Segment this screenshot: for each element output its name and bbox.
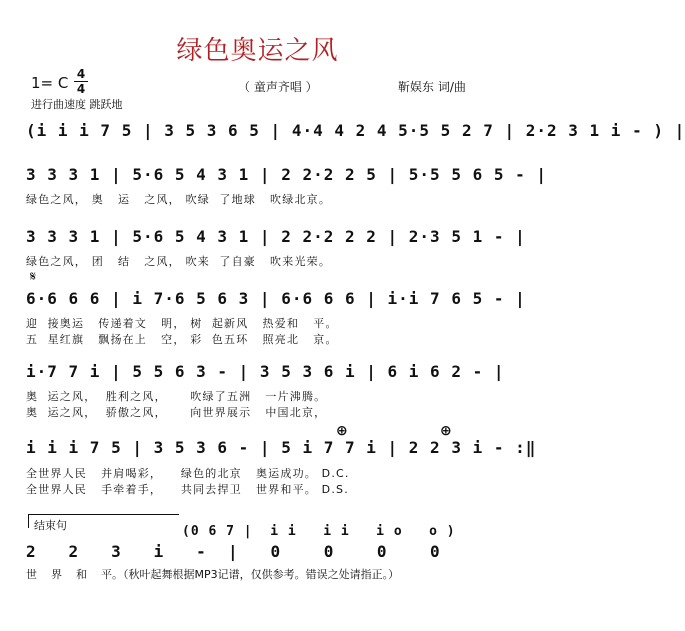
ending-prefix: (0 6 7 | i i i i i o o ) xyxy=(182,524,456,539)
song-title: 绿色奥运之风 xyxy=(176,36,339,66)
notation-row-4: 6·6 6 6 | i 7·6 5 6 3 | 6·6 6 6 | i·i 7 6 5 - | xyxy=(26,289,526,308)
coda-icon: ⊕ xyxy=(336,423,348,439)
segno-icon: 𝄋 xyxy=(30,269,37,285)
coda-icon: ⊕ xyxy=(440,423,452,439)
ending-lyric-and-note: 世 界 和 平。（秋叶起舞根据MP3记谱，仅供参考。错误之处请指正。） xyxy=(26,568,400,581)
lyric-row-4b: 五 星红旗 飘扬在上 空， 彩 色五环 照亮北 京。 xyxy=(26,333,338,346)
performer-label: （ 童声齐唱 ） xyxy=(238,80,318,94)
tempo-marking: 进行曲速度 跳跃地 xyxy=(31,98,123,111)
lyric-row-3: 绿色之风， 团 结 之风， 吹来 了自豪 吹来光荣。 xyxy=(26,255,332,268)
notation-row-1: (i i i 7 5 | 3 5 3 6 5 | 4·4 4 2 4 5·5 5 2 7 | 2·2 3 1 i - ) | xyxy=(26,121,685,140)
notation-row-3: 3 3 3 1 | 5·6 5 4 3 1 | 2 2·2 2 2 | 2·3 5 1 - | xyxy=(26,227,526,246)
lyric-row-6a: 全世界人民 并肩喝彩， 绿色的北京 奥运成功。 D.C. xyxy=(26,467,350,480)
time-signature xyxy=(74,68,88,95)
lyric-row-5a: 奥 运之风， 胜利之风， 吹绿了五洲 一片沸腾。 xyxy=(26,390,327,403)
meter-top: 4 xyxy=(76,67,86,81)
notation-row-5: i·7 7 i | 5 5 6 3 - | 3 5 3 6 i | 6 i 6 2 - | xyxy=(26,362,505,381)
ending-label xyxy=(28,514,179,533)
author-credit: 靳娱东 词/曲 xyxy=(398,80,466,94)
meter-bottom: 4 xyxy=(76,82,86,96)
lyric-row-5b: 奥 运之风， 骄傲之风， 向世界展示 中国北京， xyxy=(26,406,327,419)
notation-row-2: 3 3 3 1 | 5·6 5 4 3 1 | 2 2·2 2 5 | 5·5 5 6 5 - | xyxy=(26,165,548,184)
notation-row-6: i i i 7 5 | 3 5 3 6 - | 5 i 7 7 i | 2 2 3 i - :‖ xyxy=(26,438,537,457)
lyric-row-4a: 迎 接奥运 传递着文 明， 树 起新风 热爱和 平。 xyxy=(26,317,338,330)
lyric-row-2: 绿色之风， 奥 运 之风， 吹绿 了地球 吹绿北京。 xyxy=(26,193,332,206)
ending-label-text: 结束句 xyxy=(34,519,67,532)
key-signature: 1= C xyxy=(31,74,69,92)
notation-row-7: 2 2 3 i - | 0 0 0 0 xyxy=(26,542,441,561)
lyric-row-6b: 全世界人民 手牵着手， 共同去捍卫 世界和平。 D.S. xyxy=(26,483,349,496)
